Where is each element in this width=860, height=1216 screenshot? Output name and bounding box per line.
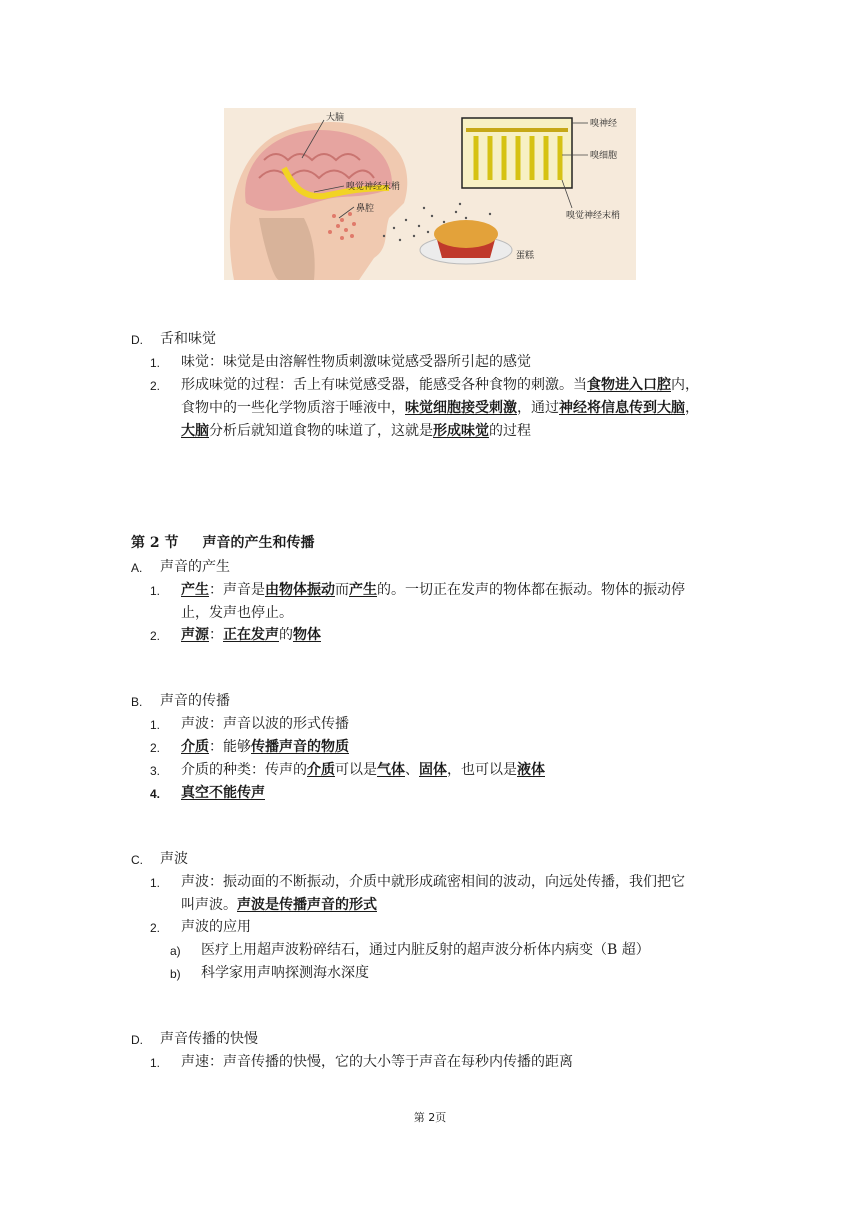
label-olfactory-cell: 嗅细胞 (590, 151, 618, 161)
text-span: 而 (335, 582, 349, 598)
keyword: 声源 (181, 627, 209, 643)
list-item: 声波的应用 (181, 919, 251, 935)
sound-wave-line-2 (181, 894, 377, 917)
section-heading (131, 532, 315, 555)
sound-source-line (181, 624, 321, 647)
list-item: 声速：声音传播的快慢，它的大小等于声音在每秒内传播的距离 (181, 1054, 573, 1070)
list-number: 2. (150, 921, 161, 935)
sound-production-line-1 (181, 579, 685, 602)
section-d-title: 舌和味觉 (160, 331, 216, 347)
keyword: 正在发声 (223, 627, 279, 643)
list-number: 2. (150, 379, 161, 393)
section-c-marker: C. (131, 853, 143, 867)
olfaction-illustration (224, 108, 636, 280)
text-span: 的 (279, 627, 293, 643)
section-number: 第 2 节 (131, 535, 179, 551)
text-span: 食物中的一些化学物质溶于唾液中， (181, 400, 405, 416)
text-span: 的过程 (489, 423, 531, 439)
sub-list-marker: b) (170, 967, 181, 981)
keyword: 固体 (419, 762, 447, 778)
keyword: 神经将信息传到大脑 (559, 400, 685, 416)
text-span: 内， (671, 377, 699, 393)
text-span: ，也可以是 (447, 762, 517, 778)
label-brain: 大脑 (326, 113, 345, 123)
label-olfactory-nerve: 嗅神经 (590, 119, 618, 129)
text-span: 分析后就知道食物的味道了，这就是 (209, 423, 433, 439)
sub-list-item: 医疗上用超声波粉碎结石，通过内脏反射的超声波分析体内病变（B 超） (201, 942, 650, 958)
text-span: 的。一切正在发声的物体都在振动。物体的振动停 (377, 582, 685, 598)
keyword: 产生 (181, 582, 209, 598)
list-number: 2. (150, 629, 161, 643)
keyword: 气体 (377, 762, 405, 778)
sound-wave-line-1: 声波：振动面的不断振动，介质中就形成疏密相间的波动，向远处传播，我们把它 (181, 874, 685, 890)
text-span: 可以是 (335, 762, 377, 778)
taste-process-line-2 (181, 397, 699, 420)
section-d2-marker: D. (131, 1033, 143, 1047)
label-cake: 蛋糕 (516, 251, 535, 261)
text-span: ：声音是 (209, 582, 265, 598)
list-number: 1. (150, 584, 161, 598)
medium-types (181, 759, 545, 782)
medium-definition (181, 736, 349, 759)
section-b-marker: B. (131, 695, 143, 709)
keyword: 传播声音的物质 (251, 739, 349, 755)
list-item: 味觉：味觉是由溶解性物质刺激味觉感受器所引起的感觉 (181, 354, 531, 370)
list-number: 2. (150, 741, 161, 755)
sub-list-item: 科学家用声呐探测海水深度 (201, 965, 369, 981)
keyword: 介质 (307, 762, 335, 778)
taste-process-line-1 (181, 374, 699, 397)
section-title: 声音的产生和传播 (202, 535, 315, 551)
keyword: 大脑 (181, 423, 209, 439)
text-span: 形成味觉的过程：舌上有味觉感受器，能感受各种食物的刺激。当 (181, 377, 587, 393)
text-span: 、 (405, 762, 419, 778)
list-number: 1. (150, 356, 161, 370)
text-span: ，通过 (517, 400, 559, 416)
keyword: 声波是传播声音的形式 (237, 897, 377, 913)
list-number: 1. (150, 1056, 161, 1070)
page-number: 第 2页 (413, 1111, 447, 1124)
sound-production-line-2: 止，发声也停止。 (181, 605, 293, 621)
keyword: 味觉细胞接受刺激 (405, 400, 517, 416)
keyword: 食物进入口腔 (587, 377, 671, 393)
list-item: 声波：声音以波的形式传播 (181, 716, 349, 732)
text-span: ， (685, 400, 699, 416)
text-span: ： (209, 627, 223, 643)
label-nerve-ending-2: 嗅觉神经末梢 (566, 211, 621, 221)
vacuum-statement: 真空不能传声 (181, 785, 265, 801)
section-a-title: 声音的产生 (160, 559, 230, 575)
section-a-marker: A. (131, 561, 143, 575)
text-span: 介质的种类：传声的 (181, 762, 307, 778)
text-span: 叫声波。 (181, 897, 237, 913)
list-number: 1. (150, 718, 161, 732)
keyword: 液体 (517, 762, 545, 778)
label-nerve-ending-1: 嗅觉神经末梢 (346, 182, 401, 192)
taste-process-line-3 (181, 420, 531, 443)
label-nasal-cavity: 鼻腔 (356, 204, 375, 214)
sub-list-marker: a) (170, 944, 181, 958)
list-number: 1. (150, 876, 161, 890)
section-c-title: 声波 (160, 851, 188, 867)
keyword: 产生 (349, 582, 377, 598)
list-number: 4. (150, 787, 161, 801)
section-d-marker: D. (131, 333, 143, 347)
section-b-title: 声音的传播 (160, 693, 230, 709)
text-span: ：能够 (209, 739, 251, 755)
section-d2-title: 声音传播的快慢 (160, 1031, 258, 1047)
keyword: 介质 (181, 739, 209, 755)
keyword: 物体 (293, 627, 321, 643)
keyword: 形成味觉 (433, 423, 489, 439)
keyword: 由物体振动 (265, 582, 335, 598)
list-number: 3. (150, 764, 161, 778)
olfaction-figure (224, 108, 636, 280)
